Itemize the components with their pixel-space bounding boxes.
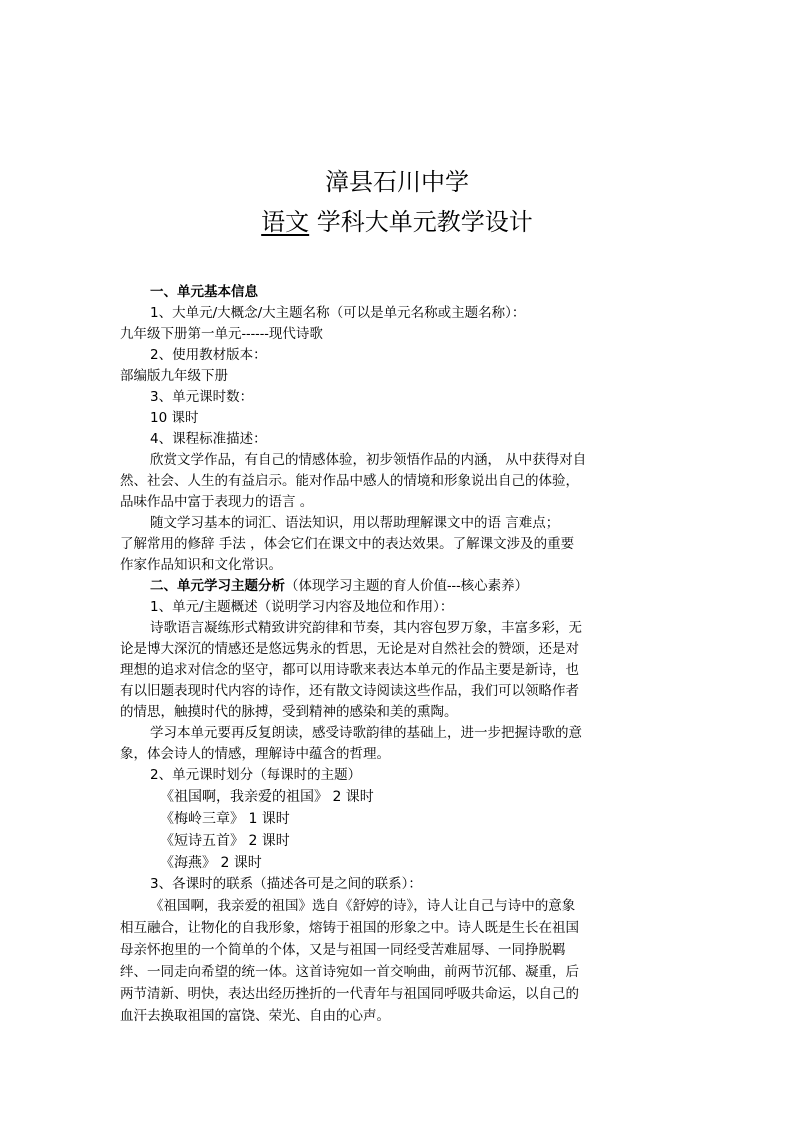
- section1-item2-label: 2、使用教材版本：: [150, 347, 267, 363]
- subject-name: 语文: [261, 208, 310, 236]
- section1-item1-value: 九年级下册第一单元------现代诗歌: [120, 326, 323, 342]
- section2-item2: [120, 765, 680, 786]
- section2-item1-line: 象，体会诗人的情感，理解诗中蕴含的哲理。: [120, 746, 390, 762]
- section2-item1-line: 诗歌语言凝练形式精致讲究韵律和节奏，其内容包罗万象，丰富多彩，无: [150, 620, 582, 636]
- section2-item1-label: 1、单元/主题概述: [150, 599, 258, 615]
- section2-item1: [120, 597, 680, 618]
- section2-heading-text: 二、单元学习主题分析: [150, 578, 285, 594]
- document-title: [0, 206, 794, 238]
- course-item: 《海燕》 2 课时: [160, 855, 262, 871]
- section2-item3-note: （描述各可是之间的联系）：: [253, 876, 422, 892]
- section2-item3-line: 血汗去换取祖国的富饶、荣光、自由的心声。: [120, 1008, 390, 1024]
- section2-item1-line: 有以旧题表现时代内容的诗作，还有散文诗阅读这些作品，我们可以领略作者: [120, 683, 579, 699]
- section1-item4-line: 品味作品中富于表现力的语言 。: [120, 494, 314, 510]
- section1-item4-line: 欣赏文学作品，有自己的情感体验，初步领悟作品的内涵， 从中获得对自: [150, 452, 587, 468]
- section1-item4-line: 然、社会、人生的有益启示。能对作品中感人的情境和形象说出自己的体验，: [120, 473, 579, 489]
- section1-item1-note: （可以是单元名称或主题名称）：: [329, 305, 526, 321]
- section1-item4-line: 随文学习基本的词汇、语法知识，用以帮助理解课文中的语 言难点；: [150, 515, 560, 531]
- section2-item1-line: 的情思，触摸时代的脉搏，受到精神的感染和美的熏陶。: [120, 704, 458, 720]
- document-body: [120, 282, 680, 1027]
- section2-item3-line: 绊、一同走向希望的统一体。这首诗宛如一首交响曲，前两节沉郁、凝重，后: [120, 964, 579, 980]
- school-title: 漳县石川中学: [325, 168, 469, 196]
- section1-item4-line: 作家作品知识和文化常识。: [120, 557, 282, 573]
- section2-item3-line: 《祖国啊，我亲爱的祖国》选自《舒婷的诗》，诗人让自己与诗中的意象: [150, 898, 576, 914]
- section2-item3-line: 母亲怀抱里的一个简单的个体，又是与祖国一同经受苦难屈辱、一同挣脱羁: [120, 942, 566, 958]
- section2-item3-line: 两节清新、明快，表达出经历挫折的一代青年与祖国同呼吸共命运，以自己的: [120, 986, 579, 1002]
- section2-item1-line: 理想的追求对信念的坚守，都可以用诗歌来表达本单元的作品主要是新诗，也: [120, 662, 579, 678]
- course-item: 《短诗五首》 2 课时: [160, 833, 290, 849]
- section2-item2-note: （每课时的主题）: [253, 767, 362, 783]
- section2-item1-note: （说明学习内容及地位和作用）：: [257, 599, 454, 615]
- section1-item4-line: 了解常用的修辞 手法 ，体会它们在课文中的表达效果。了解课文涉及的重要: [120, 536, 575, 552]
- document-title-rest: 学科大单元教学设计: [309, 208, 533, 236]
- section1-item3-value: 10 课时: [150, 410, 199, 426]
- section2-item3-line: 相互融合，让物化的自我形象，熔铸于祖国的形象之中。诗人既是生长在祖国: [120, 920, 579, 936]
- section2-item1-line: 学习本单元要再反复朗读，感受诗歌韵律的基础上，进一步把握诗歌的意: [150, 725, 582, 741]
- section2-heading: [120, 576, 680, 597]
- section1-item3-label: 3、单元课时数：: [150, 389, 254, 405]
- section2-item1-line: 论是博大深沉的情感还是悠远隽永的哲思，无论是对自然社会的赞颂，还是对: [120, 641, 579, 657]
- course-item: 《祖国啊，我亲爱的祖国》 2 课时: [160, 789, 374, 805]
- section2-item3-label: 3、各课时的联系: [150, 876, 254, 892]
- section1-item1-label: 1、大单元/大概念/大主题名称: [150, 305, 330, 321]
- section2-item2-label: 2、单元课时划分: [150, 767, 254, 783]
- section1-item2-value: 部编版九年级下册: [120, 368, 228, 384]
- section1-item4-label: 4、课程标准描述：: [150, 431, 267, 447]
- section2-item3: [120, 874, 680, 895]
- section1-heading: 一、单元基本信息: [150, 284, 258, 300]
- section1-item1: [120, 303, 680, 324]
- section2-heading-note: （体现学习主题的育人价值---核心素养）: [285, 578, 529, 594]
- course-item: 《梅岭三章》 1 课时: [160, 811, 290, 827]
